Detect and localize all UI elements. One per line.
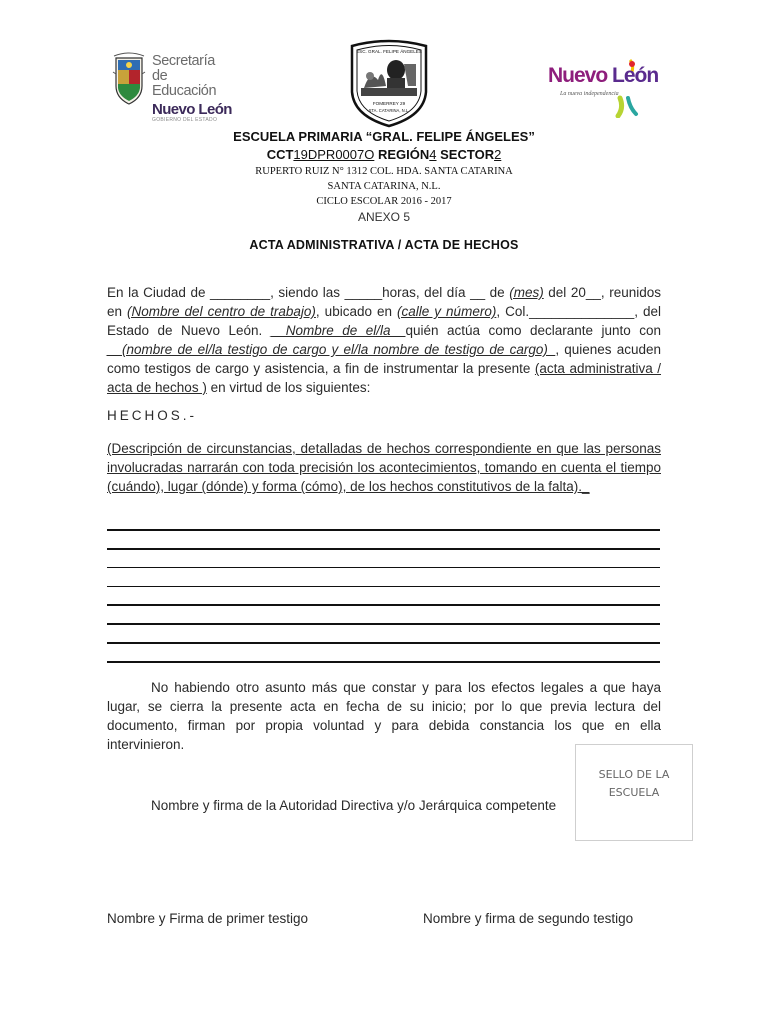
crest-bottom-text1: FOMERREY 29 — [372, 101, 406, 106]
fill-line — [107, 623, 660, 625]
logo-text-line3: Nuevo León — [152, 101, 232, 118]
sector-value: 2 — [494, 147, 502, 162]
intro-text-4: , Col.______________, del Estado de Nuevo León. — [107, 304, 661, 338]
intro-text-6: , quienes acuden como testigos de cargo y asistencia, a fin de instrumentar la presente — [107, 342, 661, 376]
fill-line — [107, 567, 660, 568]
second-witness-signature: Nombre y firma de segundo testigo — [423, 911, 634, 926]
school-crest-logo — [346, 36, 432, 128]
document-title: ACTA ADMINISTRATIVA / ACTA DE HECHOS — [249, 238, 519, 252]
address-line1: RUPERTO RUIZ N° 1312 COL. HDA. SANTA CATARINA — [255, 166, 513, 177]
intro-act-type: (acta administrativa / acta de hechos ) — [107, 361, 662, 395]
fill-line — [107, 642, 660, 644]
authority-text: Nombre y firma de la Autoridad Directiva y/o Jerárquica competente — [151, 798, 557, 813]
nuevo-leon-logo — [548, 58, 660, 118]
fill-line — [107, 548, 660, 550]
fill-line — [107, 661, 660, 663]
region-value: 4 — [429, 147, 437, 162]
logo-text-line1: Secretaría — [152, 53, 215, 69]
intro-text-1: En la Ciudad de ________, siendo las _____horas, del día __ de — [107, 285, 510, 300]
authority-signature-line — [107, 796, 562, 815]
school-name: ESCUELA PRIMARIA “GRAL. FELIPE ÁNGELES” — [233, 129, 535, 144]
hechos-heading: HECHOS.- — [107, 408, 198, 423]
intro-text-7: en virtud de los siguientes: — [206, 380, 371, 395]
intro-text-3: , ubicado en — [315, 304, 398, 319]
intro-street: (calle y número) — [397, 304, 497, 319]
closing-text: No habiendo otro asunto más que constar y para los efectos legales a que haya lugar, se cierra la presente acta en fecha de su inicio; por lo que previa lectura del documento, firman por propia voluntad y para debida constancia los que en ella intervinieron. — [107, 680, 661, 752]
intro-text-2: del 20__, reunidos en — [107, 285, 661, 319]
cct-value: 19DPR0007O — [293, 147, 375, 162]
state-coat-of-arms-icon — [112, 52, 146, 106]
school-stamp-box — [575, 744, 693, 841]
hechos-description: (Descripción de circunstancias, detalladas de hechos correspondiente en que las personas involucradas narrarán con toda precisión los acontecimientos, tomando en cuenta el tiempo (cuándo), lugar (dónde) y forma (cómo), de los hechos constitutivos de la falta)._ — [107, 441, 661, 494]
region-label: REGIÓN — [377, 147, 430, 162]
school-cycle: CICLO ESCOLAR 2016 - 2017 — [316, 196, 452, 207]
crest-top-text: ESC. GRAL. FELIPE ÁNGELES — [356, 49, 422, 54]
sector-label: SECTOR — [440, 147, 495, 162]
cct-line — [0, 147, 768, 162]
intro-paragraph — [107, 283, 661, 397]
logo-text-line2: de Educación — [152, 68, 217, 99]
address-line2: SANTA CATARINA, N.L. — [327, 181, 441, 192]
crest-bottom-text2: STA. CATARINA, N.L. — [368, 108, 410, 113]
annex-label: ANEXO 5 — [357, 210, 411, 224]
fill-line — [107, 604, 660, 606]
first-witness-signature: Nombre y Firma de primer testigo — [107, 911, 309, 926]
wordmark-leon: León — [612, 64, 659, 87]
fill-line — [107, 586, 660, 587]
secretaria-educacion-logo — [112, 52, 232, 123]
cct-label: CCT — [266, 147, 294, 162]
fill-line — [107, 529, 660, 531]
nuevo-leon-wordmark — [548, 64, 658, 88]
intro-declarant: __Nombre de el/la__ — [270, 323, 406, 338]
nuevo-leon-tagline: La nueva independencia — [560, 91, 619, 97]
school-stamp-label: SELLO DE LA ESCUELA — [598, 767, 670, 799]
school-crest-icon — [346, 36, 432, 128]
wordmark-nuevo: Nuevo — [548, 64, 608, 87]
logo-text-line4: GOBIERNO DEL ESTADO — [152, 117, 218, 123]
intro-month: (mes) — [509, 285, 544, 300]
intro-text-5: quién actúa como declarante junto con — [405, 323, 661, 338]
intro-witnesses: __(nombre de el/la testigo de cargo y el/la nombre de testigo de cargo)_ — [107, 342, 556, 357]
closing-paragraph — [107, 678, 661, 754]
intro-workplace: (Nombre del centro de trabajo) — [127, 304, 316, 319]
